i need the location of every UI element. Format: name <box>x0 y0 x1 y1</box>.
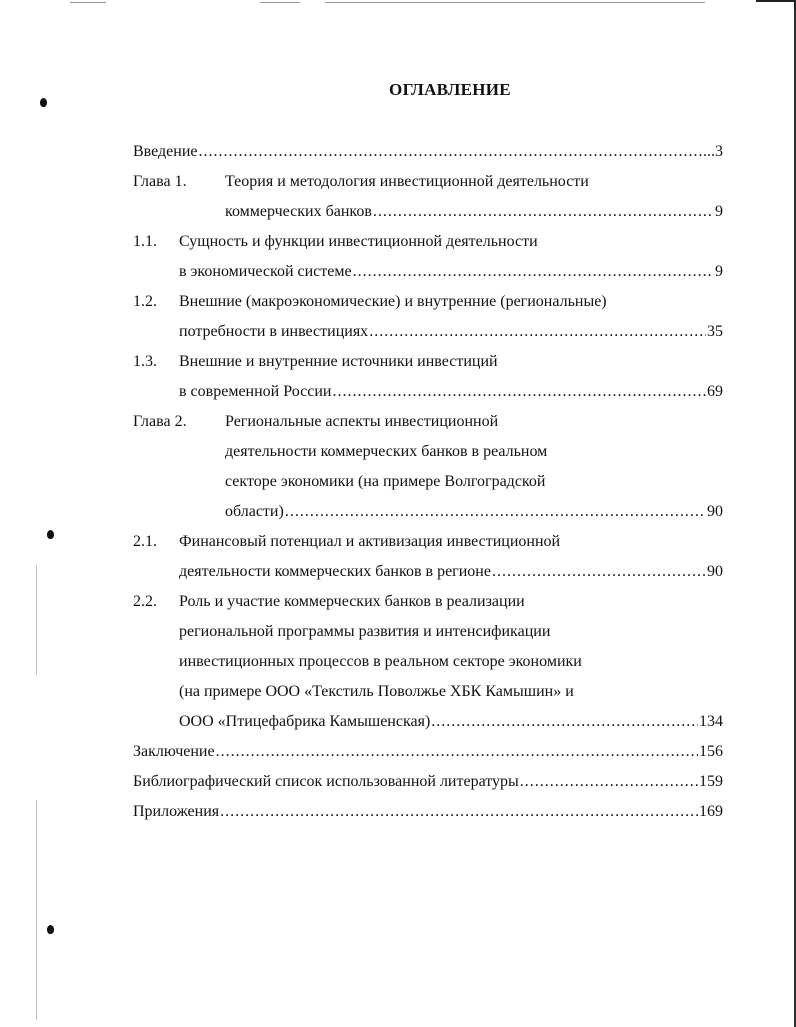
toc-label: Заключение <box>133 743 215 760</box>
toc-entry-s21-title[interactable]: Финансовый потенциал и активизация инвестиционной <box>179 533 561 550</box>
scan-line <box>325 2 705 3</box>
toc-label: потребности в инвестициях <box>179 323 369 340</box>
toc-entry-s22-title[interactable]: (на примере ООО «Текстиль Поволжье ХБК Камышин» и <box>179 683 574 700</box>
toc-label: Библиографический список использованной литературы <box>133 773 519 790</box>
toc-label: ООО «Птицефабрика Камышенская) <box>179 713 431 730</box>
toc-entry-ch1-title[interactable]: Теория и методология инвестиционной деятельности <box>225 173 589 190</box>
toc-page-number: 9 <box>715 263 723 280</box>
toc-entry-ch2-title[interactable]: Региональные аспекты инвестиционной <box>225 413 499 430</box>
toc-entry-s13[interactable] <box>179 380 723 404</box>
toc-entry-s12-title[interactable]: Внешние (макроэкономические) и внутренние (региональные) <box>179 293 607 310</box>
toc-entry-ch2-title[interactable]: деятельности коммерческих банков в реальном <box>225 443 548 460</box>
toc-leader-dots <box>492 560 706 584</box>
toc-entry-s22[interactable] <box>179 710 723 734</box>
scan-line <box>70 2 106 3</box>
toc-entry-ch2[interactable] <box>225 500 723 524</box>
scan-top-artifact <box>0 0 796 8</box>
toc-entry-s22-title[interactable]: Роль и участие коммерческих банков в реализации <box>179 593 525 610</box>
toc-entry-ch2-title[interactable]: секторе экономики (на примере Волгоградской <box>225 473 546 490</box>
toc-section-number: 1.3. <box>133 353 157 370</box>
scan-line <box>260 2 300 3</box>
scan-left-artifact <box>36 800 37 1020</box>
toc-entry-ch1[interactable] <box>225 200 723 224</box>
toc-leader-dots <box>353 260 714 284</box>
toc-label: в экономической системе <box>179 263 352 280</box>
toc-leader-dots <box>373 200 714 224</box>
toc-page-number: 134 <box>699 713 723 730</box>
toc-page-number: 90 <box>707 563 723 580</box>
toc-section-number: 1.1. <box>133 233 157 250</box>
toc-leader-dots <box>285 500 706 524</box>
toc-entry-s22-title[interactable]: региональной программы развития и интенсификации <box>179 623 551 640</box>
toc-section-number: 1.2. <box>133 293 157 310</box>
toc-page-number: 69 <box>707 383 723 400</box>
toc-page-number: 169 <box>699 803 723 820</box>
toc-section-number: 2.1. <box>133 533 157 550</box>
toc-page-number: 35 <box>707 323 723 340</box>
page-title: ОГЛАВЛЕНИЕ <box>389 80 511 99</box>
toc-leader-dots <box>216 740 698 764</box>
toc-page-number: ...3 <box>703 143 723 160</box>
toc-entry-s11[interactable] <box>179 260 723 284</box>
toc-leader-dots <box>332 380 706 404</box>
toc-entry-appendices[interactable] <box>133 800 723 824</box>
toc-chapter-number: Глава 2. <box>133 413 187 430</box>
toc-leader-dots <box>520 770 698 794</box>
toc-entry-bibliography[interactable] <box>133 770 723 794</box>
toc-entry-intro[interactable] <box>133 140 723 164</box>
toc-entry-s21[interactable] <box>179 560 723 584</box>
toc-page-number: 9 <box>715 203 723 220</box>
toc-page-number: 156 <box>699 743 723 760</box>
toc-leader-dots <box>199 140 703 164</box>
scan-corner-artifact <box>756 0 796 12</box>
punch-hole-dot <box>47 530 54 539</box>
toc-entry-s22-title[interactable]: инвестиционных процессов в реальном секторе экономики <box>179 653 582 670</box>
toc-entry-s11-title[interactable]: Сущность и функции инвестиционной деятельности <box>179 233 538 250</box>
toc-page-number: 159 <box>699 773 723 790</box>
toc-entry-conclusion[interactable] <box>133 740 723 764</box>
toc-label: Приложения <box>133 803 220 820</box>
toc-page-number: 90 <box>707 503 723 520</box>
toc-leader-dots <box>431 710 698 734</box>
punch-hole-dot <box>47 925 54 934</box>
toc-label: Введение <box>133 143 198 160</box>
toc-section-number: 2.2. <box>133 593 157 610</box>
toc-label: деятельности коммерческих банков в регионе <box>179 563 491 580</box>
toc-entry-s13-title[interactable]: Внешние и внутренние источники инвестиций <box>179 353 498 370</box>
toc-label: в современной России <box>179 383 332 400</box>
toc-label: области) <box>225 503 284 520</box>
toc-label: коммерческих банков <box>225 203 372 220</box>
toc-leader-dots <box>220 800 698 824</box>
scan-left-artifact <box>36 565 37 675</box>
toc-entry-s12[interactable] <box>179 320 723 344</box>
toc-leader-dots <box>369 320 706 344</box>
toc-chapter-number: Глава 1. <box>133 173 187 190</box>
